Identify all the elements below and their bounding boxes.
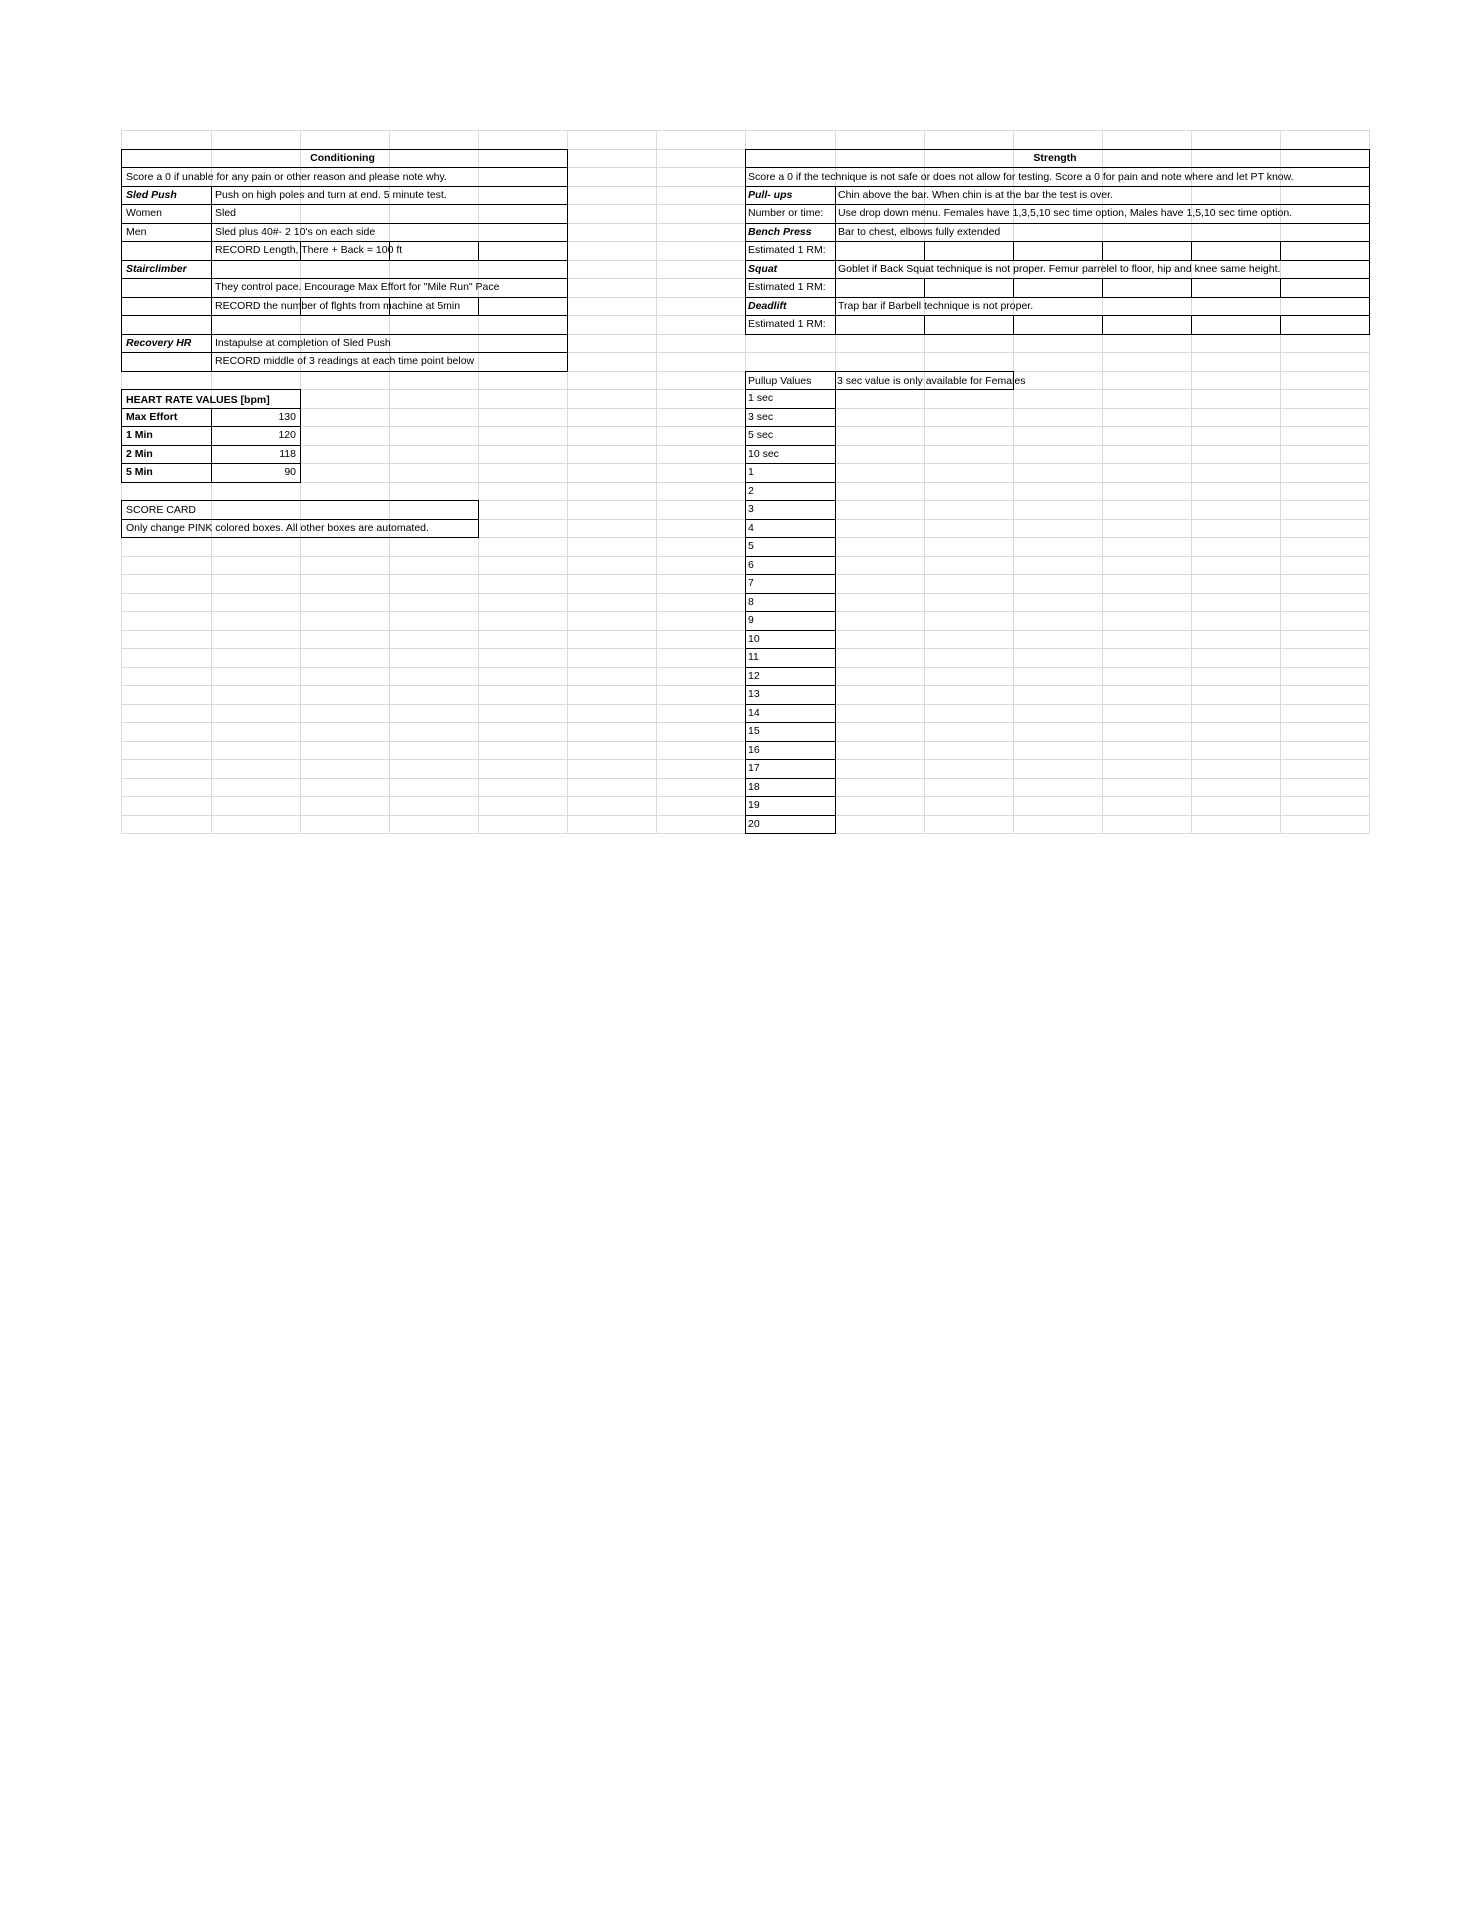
pullup-value: 7	[748, 577, 754, 589]
heart-rate-value: 118	[279, 447, 296, 460]
conditioning-row-text: RECORD Length, There + Back = 100 ft	[215, 244, 403, 256]
pullup-header: Pullup Values	[748, 375, 812, 387]
pullup-value: 2	[748, 484, 754, 497]
strength-row-label: Number or time:	[748, 207, 824, 219]
conditioning-row-label: Men	[126, 225, 147, 238]
score-card-note: Only change PINK colored boxes. All other boxes are automated.	[126, 522, 429, 534]
pullup-value: 19	[748, 799, 760, 811]
pullup-value: 8	[748, 595, 754, 608]
pullup-value: 10	[748, 632, 760, 645]
pullup-value: 4	[748, 521, 754, 534]
conditioning-row-text: Instapulse at completion of Sled Push	[215, 336, 391, 349]
strength-row-text: Chin above the bar. When chin is at the bar the test is over.	[838, 188, 1113, 201]
pullup-value: 14	[748, 706, 760, 719]
heart-rate-value: 130	[278, 410, 296, 423]
conditioning-row-text: Push on high poles and turn at end. 5 minute test.	[215, 188, 447, 201]
heart-rate-label: 1 Min	[126, 429, 153, 441]
conditioning-title: Conditioning	[310, 152, 375, 164]
pullup-value: 9	[748, 614, 754, 626]
pullup-value: 10 sec	[748, 447, 779, 460]
conditioning-row-label: Recovery HR	[126, 336, 192, 349]
strength-row-text: Bar to chest, elbows fully extended	[838, 225, 1001, 238]
pullup-value: 13	[748, 688, 760, 700]
heart-rate-value: 120	[278, 429, 296, 441]
strength-row-text: Goblet if Back Squat technique is not proper. Femur parrelel to floor, hip and knee same height.	[838, 262, 1281, 275]
pullup-value: 12	[748, 669, 760, 682]
heart-rate-label: 2 Min	[126, 447, 153, 460]
conditioning-row-label: Stairclimber	[126, 262, 187, 275]
pullup-value: 3	[748, 503, 754, 515]
pullup-value: 1	[748, 466, 754, 478]
conditioning-note: Score a 0 if unable for any pain or other reason and please note why.	[126, 171, 447, 183]
heart-rate-label: Max Effort	[126, 410, 178, 423]
strength-row-label: Estimated 1 RM:	[748, 318, 826, 330]
conditioning-row-text: They control pace. Encourage Max Effort for "Mile Run" Pace	[215, 281, 500, 293]
conditioning-row-text: Sled	[215, 207, 237, 219]
pullup-value: 5	[748, 540, 754, 552]
pullup-value: 15	[748, 725, 760, 737]
pullup-value: 5 sec	[748, 429, 774, 441]
conditioning-row-label: Sled Push	[126, 188, 177, 201]
strength-row-text: Trap bar if Barbell technique is not proper.	[838, 299, 1034, 312]
pullup-note: 3 sec value is only available for Females	[837, 375, 1026, 387]
pullup-value: 1 sec	[748, 392, 774, 404]
pullup-value: 20	[748, 817, 760, 830]
pullup-value: 6	[748, 558, 754, 571]
strength-row-label: Deadlift	[748, 299, 787, 312]
strength-row-label: Squat	[748, 262, 778, 275]
pullup-value: 18	[748, 780, 760, 793]
strength-row-label: Bench Press	[748, 225, 812, 238]
strength-note: Score a 0 if the technique is not safe or does not allow for testing. Score a 0 for pain and note where and let PT know.	[748, 171, 1294, 183]
conditioning-row-label: Women	[126, 207, 162, 219]
strength-title: Strength	[1033, 152, 1077, 164]
strength-row-label: Estimated 1 RM:	[748, 244, 826, 256]
pullup-value: 16	[748, 743, 760, 756]
strength-row-label: Estimated 1 RM:	[748, 281, 826, 293]
pullup-value: 11	[748, 651, 759, 663]
pullup-value: 17	[748, 762, 760, 774]
strength-row-label: Pull- ups	[748, 188, 793, 201]
heart-rate-value: 90	[284, 466, 296, 478]
conditioning-row-text: Sled plus 40#- 2 10's on each side	[215, 225, 376, 238]
strength-row-text: Use drop down menu. Females have 1,3,5,10 sec time option, Males have 1,5,10 sec time option.	[838, 207, 1293, 219]
pullup-value: 3 sec	[748, 410, 774, 423]
conditioning-row-text: RECORD the number of flghts from machine at 5min	[215, 299, 461, 312]
heart-rate-title: HEART RATE VALUES [bpm]	[126, 394, 270, 406]
conditioning-row-text: RECORD middle of 3 readings at each time point below	[215, 355, 475, 367]
heart-rate-label: 5 Min	[126, 466, 153, 478]
score-card-title: SCORE CARD	[126, 504, 197, 516]
